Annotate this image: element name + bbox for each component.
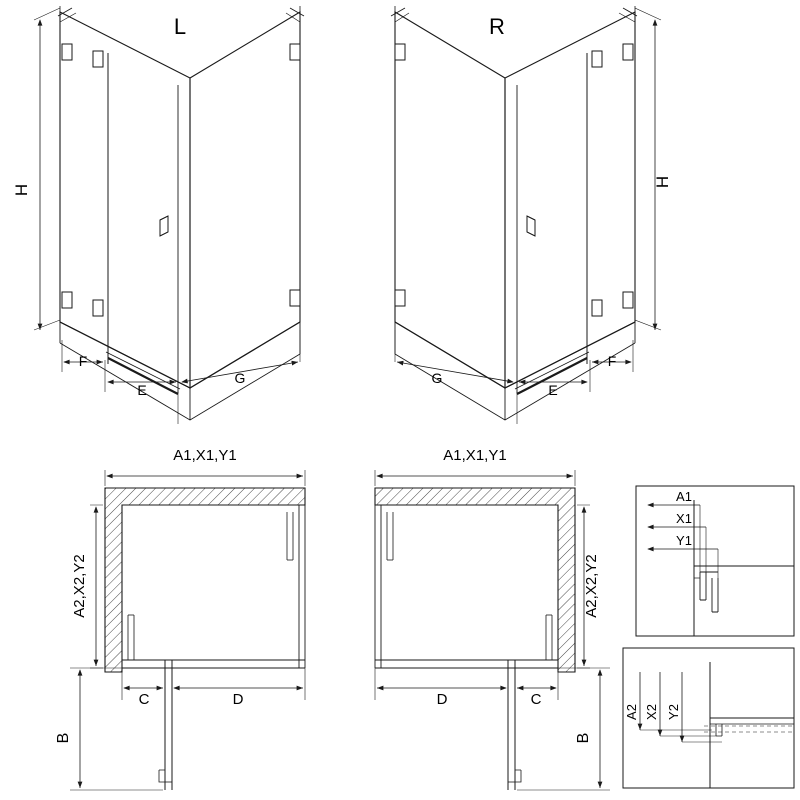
dim-a2x2y2-left: A2,X2,Y2 bbox=[71, 554, 88, 618]
dim-g-right: G bbox=[431, 370, 443, 386]
dim-e-right: E bbox=[548, 382, 558, 398]
dim-d-left: D bbox=[232, 691, 244, 708]
iso-view-right bbox=[391, 6, 661, 424]
label-view-right: R bbox=[489, 14, 505, 39]
dim-f-left: F bbox=[78, 353, 88, 369]
detail-dim-a2: A2 bbox=[624, 704, 639, 720]
dim-a1x1y1-right: A1,X1,Y1 bbox=[443, 447, 507, 464]
dim-g-left: G bbox=[234, 370, 246, 386]
dim-d-right: D bbox=[436, 691, 448, 708]
detail-dim-a1: A1 bbox=[676, 489, 692, 504]
iso-view-left bbox=[34, 6, 304, 424]
dim-e-left: E bbox=[137, 382, 147, 398]
dim-a1x1y1-left: A1,X1,Y1 bbox=[173, 447, 237, 464]
dim-b-left: B bbox=[55, 732, 72, 744]
dim-b-right: B bbox=[575, 732, 592, 744]
dim-h-left: H bbox=[12, 183, 31, 197]
dim-h-right: H bbox=[653, 175, 672, 189]
dim-c-left: C bbox=[138, 691, 150, 708]
plan-view-left bbox=[70, 470, 305, 790]
detail-dim-y1: Y1 bbox=[676, 533, 692, 548]
dim-c-right: C bbox=[530, 691, 542, 708]
label-view-left: L bbox=[173, 14, 187, 39]
dim-a2x2y2-right: A2,X2,Y2 bbox=[583, 554, 600, 618]
detail-top-right bbox=[636, 486, 794, 636]
detail-dim-x1: X1 bbox=[676, 511, 692, 526]
dim-f-right: F bbox=[607, 353, 617, 369]
detail-dim-x2: X2 bbox=[644, 704, 659, 720]
detail-dim-y2: Y2 bbox=[666, 704, 681, 720]
